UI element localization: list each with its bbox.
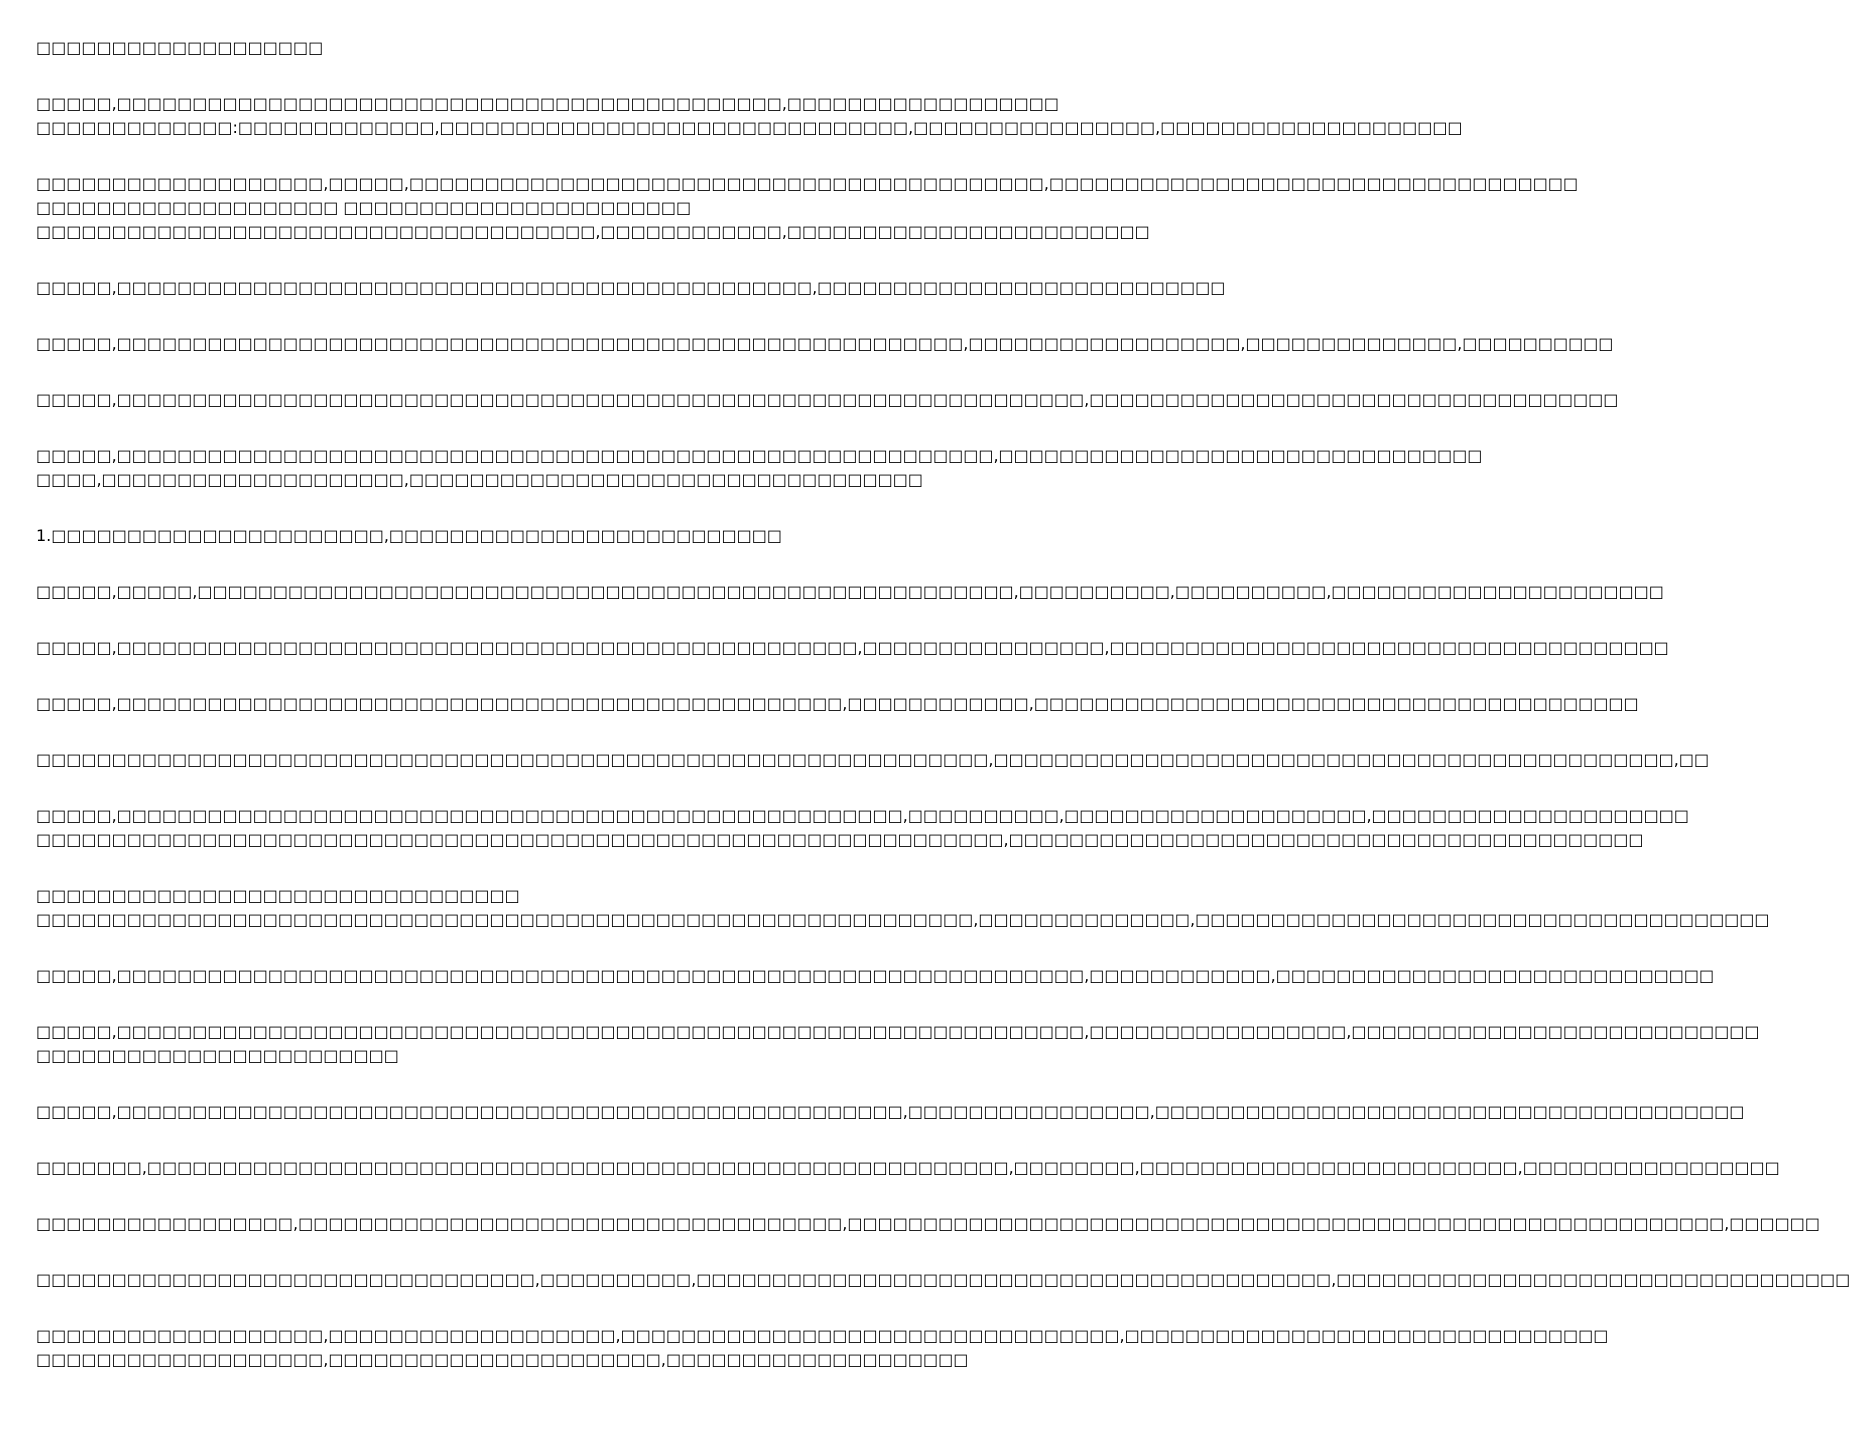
text-line: 1.□□□□□□□□□□□□□□□□□□□□□□,□□□□□□□□□□□□□□□□□□□□□□□□□□	[36, 526, 782, 545]
text-line: □□□□□,□□□□□□□□□□□□□□□□□□□□□□□□□□□□□□□□□□□□□□□□□□□□□□□□□□□□,□□□□□□□□□□□□□□□□,□□□□□□□□□□□□□□□□□□□□□□□□□□□□□□□□□□□□□□□	[36, 1102, 1745, 1121]
text-line: □□□□□,□□□□□□□□□□□□□□□□□□□□□□□□□□□□□□□□□□□□□□□□□□□□□□□□□□□□,□□□□□□□□□□,□□□□□□□□□□□□□□□□□□□□,□□□□□□□□□□□□□□□□□□□□□	[36, 806, 1689, 825]
text-line: □□□□□□□□□□□□□□□□□□□	[36, 38, 324, 57]
text-line: □□□□□,□□□□□□□□□□□□□□□□□□□□□□□□□□□□□□□□□□□□□□□□□□□□□□□□□□□□□□□□□□□□□□□□,□□□□□□□□□□□□□□□□□□□□□□□□□□□□□□□□□□□	[36, 390, 1619, 409]
paragraph-10	[36, 636, 1669, 660]
paragraph-4	[36, 276, 1226, 300]
text-line: □□□□□□□□□□□□□□□□□□□□□□□□□□□□□□□□	[36, 886, 520, 905]
text-line: □□□□□□□□□□□□□□□□□□□□□□□□□□□□□□□□□□□□□□□□□□□□□□□□□□□□□□□□□□□□□□□□,□□□□□□□□□□□□□□□□□□□□□□□□□□□□□□□□□□□□□□□□□□	[36, 830, 1644, 849]
paragraph-3	[36, 172, 1579, 244]
paragraph-18	[36, 1156, 1780, 1180]
text-line: □□□□□,□□□□□□□□□□□□□□□□□□□□□□□□□□□□□□□□□□□□□□□□□□□□□□,□□□□□□□□□□□□□□□□□□□□□□□□□□□	[36, 278, 1226, 297]
text-line: □□□□□□□□□□□□□:□□□□□□□□□□□□□,□□□□□□□□□□□□□□□□□□□□□□□□□□□□□□□,□□□□□□□□□□□□□□□□,□□□□□□□□□□□□□□□□□□□□	[36, 118, 1463, 137]
text-line: □□□□,□□□□□□□□□□□□□□□□□□□□,□□□□□□□□□□□□□□□□□□□□□□□□□□□□□□□□□□	[36, 470, 923, 489]
text-line: □□□□□,□□□□□□□□□□□□□□□□□□□□□□□□□□□□□□□□□□□□□□□□□□□□□□□□□□□□□□□□,□□□□□□□□□□□□□□□□□□,□□□□□□□□□□□□□□,□□□□□□□□□□	[36, 334, 1614, 353]
text-line: □□□□□□□□□□□□□□□□□,□□□□□□□□□□□□□□□□□□□□□□□□□□□□□□□□□□□□,□□□□□□□□□□□□□□□□□□□□□□□□□□□□□□□□□□□□□□□□□□□□□□□□□□□□□□□□□□,□□□□□□	[36, 1214, 1820, 1233]
paragraph-2	[36, 92, 1463, 140]
paragraph-21	[36, 1324, 1609, 1372]
paragraph-8-numbered-heading	[36, 524, 990, 548]
text-line: □□□□□,□□□□□□□□□□□□□□□□□□□□□□□□□□□□□□□□□□□□□□□□□□□□□□□□□□□□□□□□□□□□□□□□,□□□□□□□□□□□□□□□□□,□□□□□□□□□□□□□□□□□□□□□□□□□□□	[36, 1022, 1760, 1041]
text-line: □□□□□,□□□□□□□□□□□□□□□□□□□□□□□□□□□□□□□□□□□□□□□□□□□□,□□□□□□□□□□□□□□□□□□	[36, 94, 1060, 113]
paragraph-17	[36, 1100, 1745, 1124]
text-line: □□□□□□□□□□□□□□□□□□□,□□□□□□□□□□□□□□□□□□□□□□,□□□□□□□□□□□□□□□□□□□□	[36, 1350, 969, 1369]
paragraph-14	[36, 884, 1770, 932]
paragraph-20	[36, 1268, 1850, 1292]
text-line: □□□□□,□□□□□,□□□□□□□□□□□□□□□□□□□□□□□□□□□□□□□□□□□□□□□□□□□□□□□□□□□□□□,□□□□□□□□□□,□□□□□□□□□□,□□□□□□□□□□□□□□□□□□□□□□	[36, 582, 1664, 601]
text-line: □□□□□□□□□□□□□□□□□□□,□□□□□,□□□□□□□□□□□□□□□□□□□□□□□□□□□□□□□□□□□□□□□□□□,□□□□□□□□□□□□□□□□□□□□□□□□□□□□□□□□□□□	[36, 174, 1579, 193]
text-line: □□□□□,□□□□□□□□□□□□□□□□□□□□□□□□□□□□□□□□□□□□□□□□□□□□□□□□,□□□□□□□□□□□□,□□□□□□□□□□□□□□□□□□□□□□□□□□□□□□□□□□□□□□□□	[36, 694, 1639, 713]
paragraph-19	[36, 1212, 1820, 1236]
paragraph-5	[36, 332, 1614, 356]
text-line: □□□□□□□□□□□□□□□□□□□□□□□□□□□□□□□□□□□□□□□□□□□□□□□□□□□□□□□□□□□□□□□,□□□□□□□□□□□□□□□□□□□□□□□□□□□□□□□□□□□□□□□□□□□□□,□□	[36, 750, 1710, 769]
paragraph-6	[36, 388, 1619, 412]
paragraph-16	[36, 1020, 1760, 1068]
paragraph-15	[36, 964, 1715, 988]
paragraph-11	[36, 692, 1639, 716]
text-line: □□□□□□□□□□□□□□□□□□□□□□□□	[36, 1046, 399, 1065]
text-line: □□□□□□□□□□□□□□□□□□□,□□□□□□□□□□□□□□□□□□□,□□□□□□□□□□□□□□□□□□□□□□□□□□□□□□□□□,□□□□□□□□□□□□□□□□□□□□□□□□□□□□□□□□	[36, 1326, 1609, 1345]
paragraph-1	[36, 36, 990, 60]
text-line: □□□□□□□,□□□□□□□□□□□□□□□□□□□□□□□□□□□□□□□□□□□□□□□□□□□□□□□□□□□□□□□□□,□□□□□□□□,□□□□□□□□□□□□□□□□□□□□□□□□□,□□□□□□□□□□□□□□□□□	[36, 1158, 1780, 1177]
text-line: □□□□□,□□□□□□□□□□□□□□□□□□□□□□□□□□□□□□□□□□□□□□□□□□□□□□□□□□□□□□□□□□,□□□□□□□□□□□□□□□□□□□□□□□□□□□□□□□□	[36, 446, 1483, 465]
text-line: □□□□□,□□□□□□□□□□□□□□□□□□□□□□□□□□□□□□□□□□□□□□□□□□□□□□□□□□□□□□□□□□□□□□□□,□□□□□□□□□□□□,□□□□□□□□□□□□□□□□□□□□□□□□□□□□□	[36, 966, 1715, 985]
paragraph-9	[36, 580, 1664, 604]
text-line: □□□□□□□□□□□□□□□□□□□□□□□□□□□□□□□□□,□□□□□□□□□□,□□□□□□□□□□□□□□□□□□□□□□□□□□□□□□□□□□□□□□□□□□,□□□□□□□□□□□□□□□□□□□□□□□□□□□□□□□□□□	[36, 1270, 1850, 1289]
paragraph-12	[36, 748, 1710, 772]
text-line: □□□□□,□□□□□□□□□□□□□□□□□□□□□□□□□□□□□□□□□□□□□□□□□□□□□□□□□,□□□□□□□□□□□□□□□□,□□□□□□□□□□□□□□□□□□□□□□□□□□□□□□□□□□□□□	[36, 638, 1669, 657]
text-line: □□□□□□□□□□□□□□□□□□□□□□□□□□□□□□□□□□□□□,□□□□□□□□□□□□,□□□□□□□□□□□□□□□□□□□□□□□□	[36, 222, 1150, 241]
text-line: □□□□□□□□□□□□□□□□□□□□ □□□□□□□□□□□□□□□□□□□□□□□	[36, 198, 692, 217]
paragraph-7	[36, 444, 1483, 492]
paragraph-13	[36, 804, 1689, 852]
document-body	[36, 36, 1850, 1404]
text-line: □□□□□□□□□□□□□□□□□□□□□□□□□□□□□□□□□□□□□□□□□□□□□□□□□□□□□□□□□□□□□□,□□□□□□□□□□□□□□,□□□□□□□□□□□□□□□□□□□□□□□□□□□□□□□□□□□□□□	[36, 910, 1770, 929]
